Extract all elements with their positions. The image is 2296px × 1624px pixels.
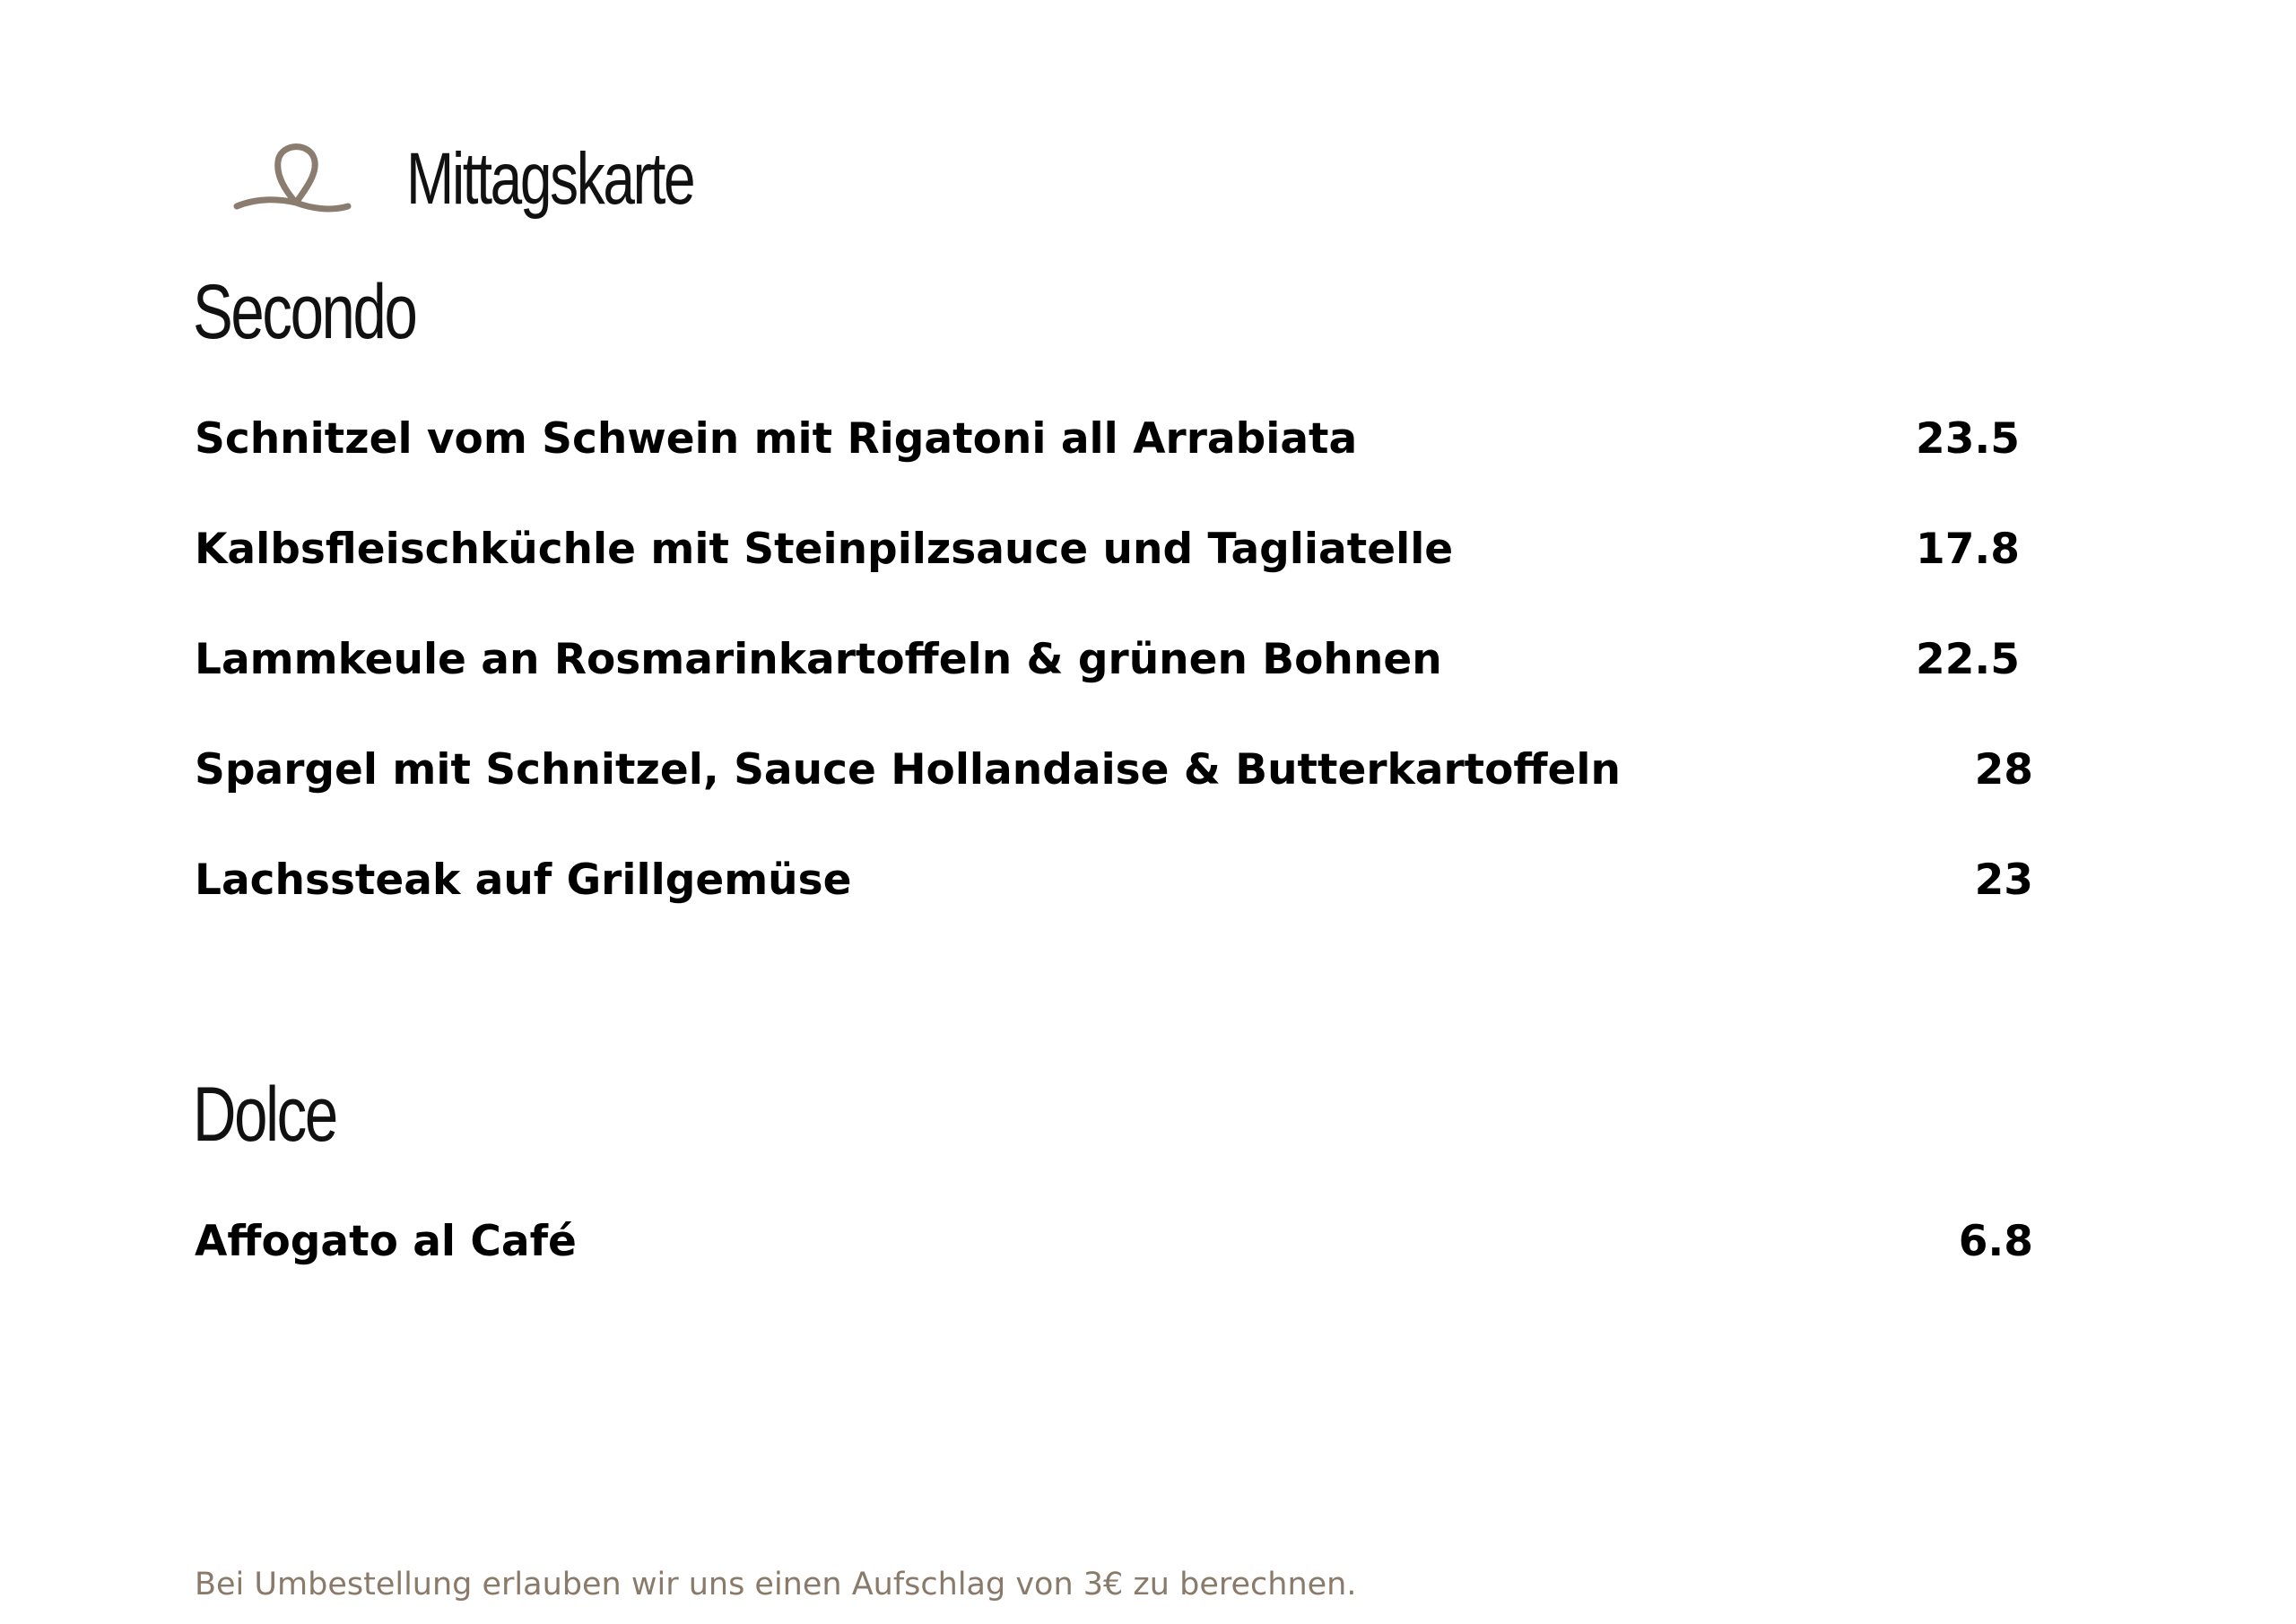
menu-item-price: 23 bbox=[1974, 855, 2033, 905]
menu-item-name: Lammkeule an Rosmarinkartoffeln & grünen Bohnen bbox=[195, 635, 1442, 684]
menu-item-name: Kalbsfleischküchle mit Steinpilzsauce und Tagliatelle bbox=[195, 525, 1454, 574]
menu-item bbox=[195, 854, 2033, 908]
menu-item-price: 23.5 bbox=[1916, 414, 2020, 464]
menu-item-price: 17.8 bbox=[1916, 525, 2020, 574]
section-heading-secondo: Secondo bbox=[193, 269, 416, 355]
menu-item bbox=[195, 633, 2033, 687]
menu-item bbox=[195, 743, 2033, 797]
page-title: Mittagskarte bbox=[406, 138, 694, 220]
menu-item-name: Lachssteak auf Grillgemüse bbox=[195, 855, 852, 905]
menu-item-name: Affogato al Café bbox=[195, 1217, 577, 1266]
menu-item-name: Schnitzel vom Schwein mit Rigatoni all Arrabiata bbox=[195, 414, 1358, 464]
menu-item bbox=[195, 413, 2033, 466]
section-heading-dolce: Dolce bbox=[193, 1072, 336, 1158]
ribbon-loop-icon bbox=[231, 135, 352, 224]
menu-item-name: Spargel mit Schnitzel, Sauce Hollandaise & Butterkartoffeln bbox=[195, 745, 1621, 795]
menu-item bbox=[195, 523, 2033, 577]
menu-header bbox=[231, 121, 775, 238]
menu-item bbox=[195, 1215, 2033, 1269]
menu-item-price: 22.5 bbox=[1916, 635, 2020, 684]
menu-item-price: 28 bbox=[1974, 745, 2033, 795]
surcharge-note: Bei Umbestellung erlauben wir uns einen Aufschlag von 3€ zu berechnen. bbox=[195, 1567, 1357, 1602]
menu-item-price: 6.8 bbox=[1958, 1217, 2033, 1266]
